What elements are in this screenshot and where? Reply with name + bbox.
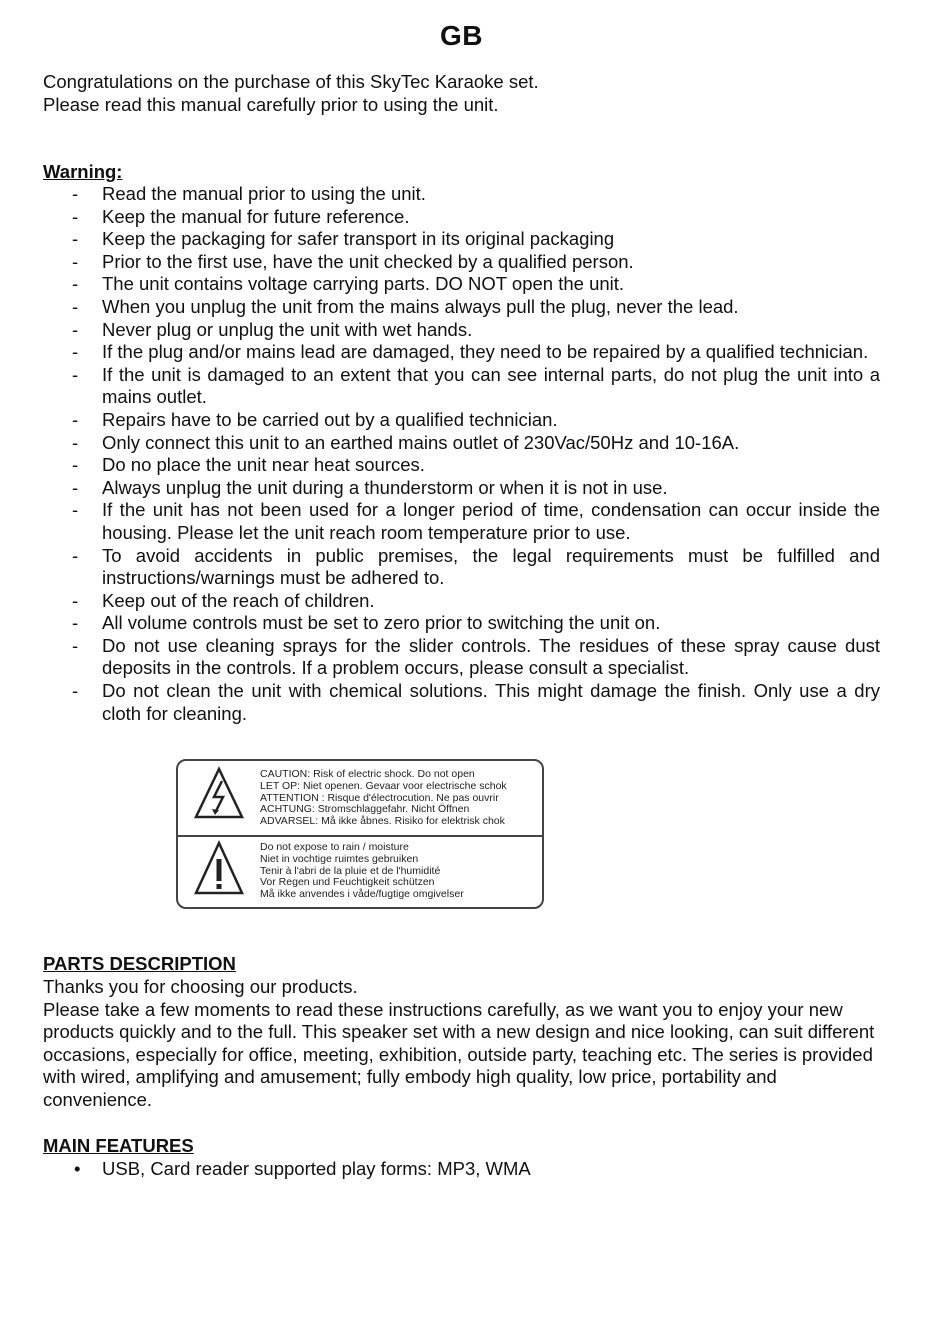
language-title: GB [440,20,483,51]
warning-text: Do no place the unit near heat sources. [102,454,425,476]
warning-text: Never plug or unplug the unit with wet hands. [102,318,473,340]
warning-text: Read the manual prior to using the unit. [102,183,426,204]
warning-text: If the unit is damaged to an extent that you can see internal parts, do not plug the unit into a mains outlet. [102,363,880,408]
warning-text: Do not use cleaning sprays for the slider controls. The residues of these spray cause dust deposits in the controls. If a problem occurs, please consult a specialist. [102,634,880,679]
features-list [43,1158,531,1181]
warning-item [43,319,880,342]
intro-line: Please read this manual carefully prior to using the unit. [43,93,499,115]
warning-text: Keep the manual for future reference. [102,205,410,227]
dash-marker: - [72,612,79,634]
dash-marker: - [72,250,79,272]
intro-line: Congratulations on the purchase of this SkyTec Karaoke set. [43,71,539,92]
feature-text: USB, Card reader supported play forms: MP3, WMA [102,1158,531,1179]
warning-item [43,680,880,725]
intro-text [43,71,539,116]
warning-item [43,183,880,206]
caution-line: ATTENTION : Risque d'électrocution. Ne pas ouvrir [260,791,499,804]
warning-item [43,454,880,477]
caution-line: Vor Regen und Feuchtigkeit schützen [260,876,435,889]
warning-heading: Warning: [43,161,123,182]
dash-marker: - [72,476,79,498]
warning-text: If the plug and/or mains lead are damaged, they need to be repaired by a qualified technician. [102,341,869,363]
warning-text: Repairs have to be carried out by a qualified technician. [102,408,558,430]
feature-item [43,1158,531,1181]
warning-item [43,273,880,296]
warning-text: All volume controls must be set to zero prior to switching the unit on. [102,612,661,634]
dash-marker: - [72,341,79,363]
warning-text: The unit contains voltage carrying parts. DO NOT open the unit. [102,273,625,295]
parts-description-heading: PARTS DESCRIPTION [43,953,236,974]
dash-marker: - [72,228,79,250]
warning-text: Prior to the first use, have the unit checked by a qualified person. [102,250,634,272]
warning-item [43,228,880,251]
bullet-marker: • [74,1158,81,1179]
dash-marker: - [72,363,79,385]
caution-line: CAUTION: Risk of electric shock. Do not open [260,768,475,780]
warning-text: To avoid accidents in public premises, the legal requirements must be fulfilled and instructions/warnings must be adhered to. [102,544,880,589]
dash-marker: - [72,544,79,566]
warning-item [43,251,880,274]
main-features-heading: MAIN FEATURES [43,1135,194,1156]
caution-line: ACHTUNG: Stromschlaggefahr. Nicht Öffnen [260,803,470,816]
caution-line: Må ikke anvendes i våde/fugtige omgivelser [260,888,464,901]
warning-item [43,432,880,455]
dash-marker: - [72,499,79,521]
caution-divider [178,835,542,837]
warning-list [43,183,880,725]
parts-paragraph: Thanks you for choosing our products. [43,976,358,997]
dash-marker: - [72,408,79,430]
warning-text: Always unplug the unit during a thunderstorm or when it is not in use. [102,476,668,498]
warning-item [43,296,880,319]
electric-shock-icon [196,769,242,817]
caution-label [176,759,544,909]
caution-line: Do not expose to rain / moisture [260,841,409,853]
dash-marker: - [72,431,79,453]
parts-description-text [43,976,880,1112]
warning-item [43,206,880,229]
dash-marker: - [72,295,79,317]
warning-text: If the unit has not been used for a longer period of time, condensation can occur inside the housing. Please let the unit reach room temperature prior to use. [102,499,880,543]
warning-text: Do not clean the unit with chemical solutions. This might damage the finish. Only use a dry cloth for cleaning. [102,680,880,724]
dash-marker: - [72,680,79,702]
warning-text: Keep out of the reach of children. [102,589,375,611]
warning-item [43,499,880,544]
caution-line: LET OP: Niet openen. Gevaar voor electrische schok [260,779,507,792]
dash-marker: - [72,589,79,611]
warning-item [43,477,880,500]
warning-item [43,635,880,680]
warning-item [43,590,880,613]
parts-paragraph: Please take a few moments to read these instructions carefully, as we want you to enjoy your new products quickly and to the full. This speaker set with a new design and nice looking, can suit different occasions, especially for office, meeting, exhibition, outside party, teaching etc. The series is provided with wired, amplifying and amusement; fully embody high quality, low price, portability and convenience. [43,998,875,1110]
caution-line: ADVARSEL: Må ikke åbnes. Risiko for elektrisk chok [260,815,505,828]
dash-marker: - [72,183,79,204]
caution-line: Tenir à l'abri de la pluie et de l'humidité [260,864,441,877]
exclamation-warning-icon [196,843,242,893]
dash-marker: - [72,318,79,340]
warning-item [43,545,880,590]
warning-item [43,364,880,409]
dash-marker: - [72,205,79,227]
warning-text: When you unplug the unit from the mains always pull the plug, never the lead. [102,295,739,317]
warning-item [43,612,880,635]
warning-text: Only connect this unit to an earthed mains outlet of 230Vac/50Hz and 10-16A. [102,431,740,453]
dash-marker: - [72,273,79,295]
dash-marker: - [72,454,79,476]
dash-marker: - [72,634,79,656]
warning-item [43,409,880,432]
warning-item [43,341,880,364]
moisture-warning-text [260,842,464,901]
caution-line: Niet in vochtige ruimtes gebruiken [260,852,419,865]
warning-text: Keep the packaging for safer transport in its original packaging [102,228,615,250]
shock-warning-text [260,769,507,828]
